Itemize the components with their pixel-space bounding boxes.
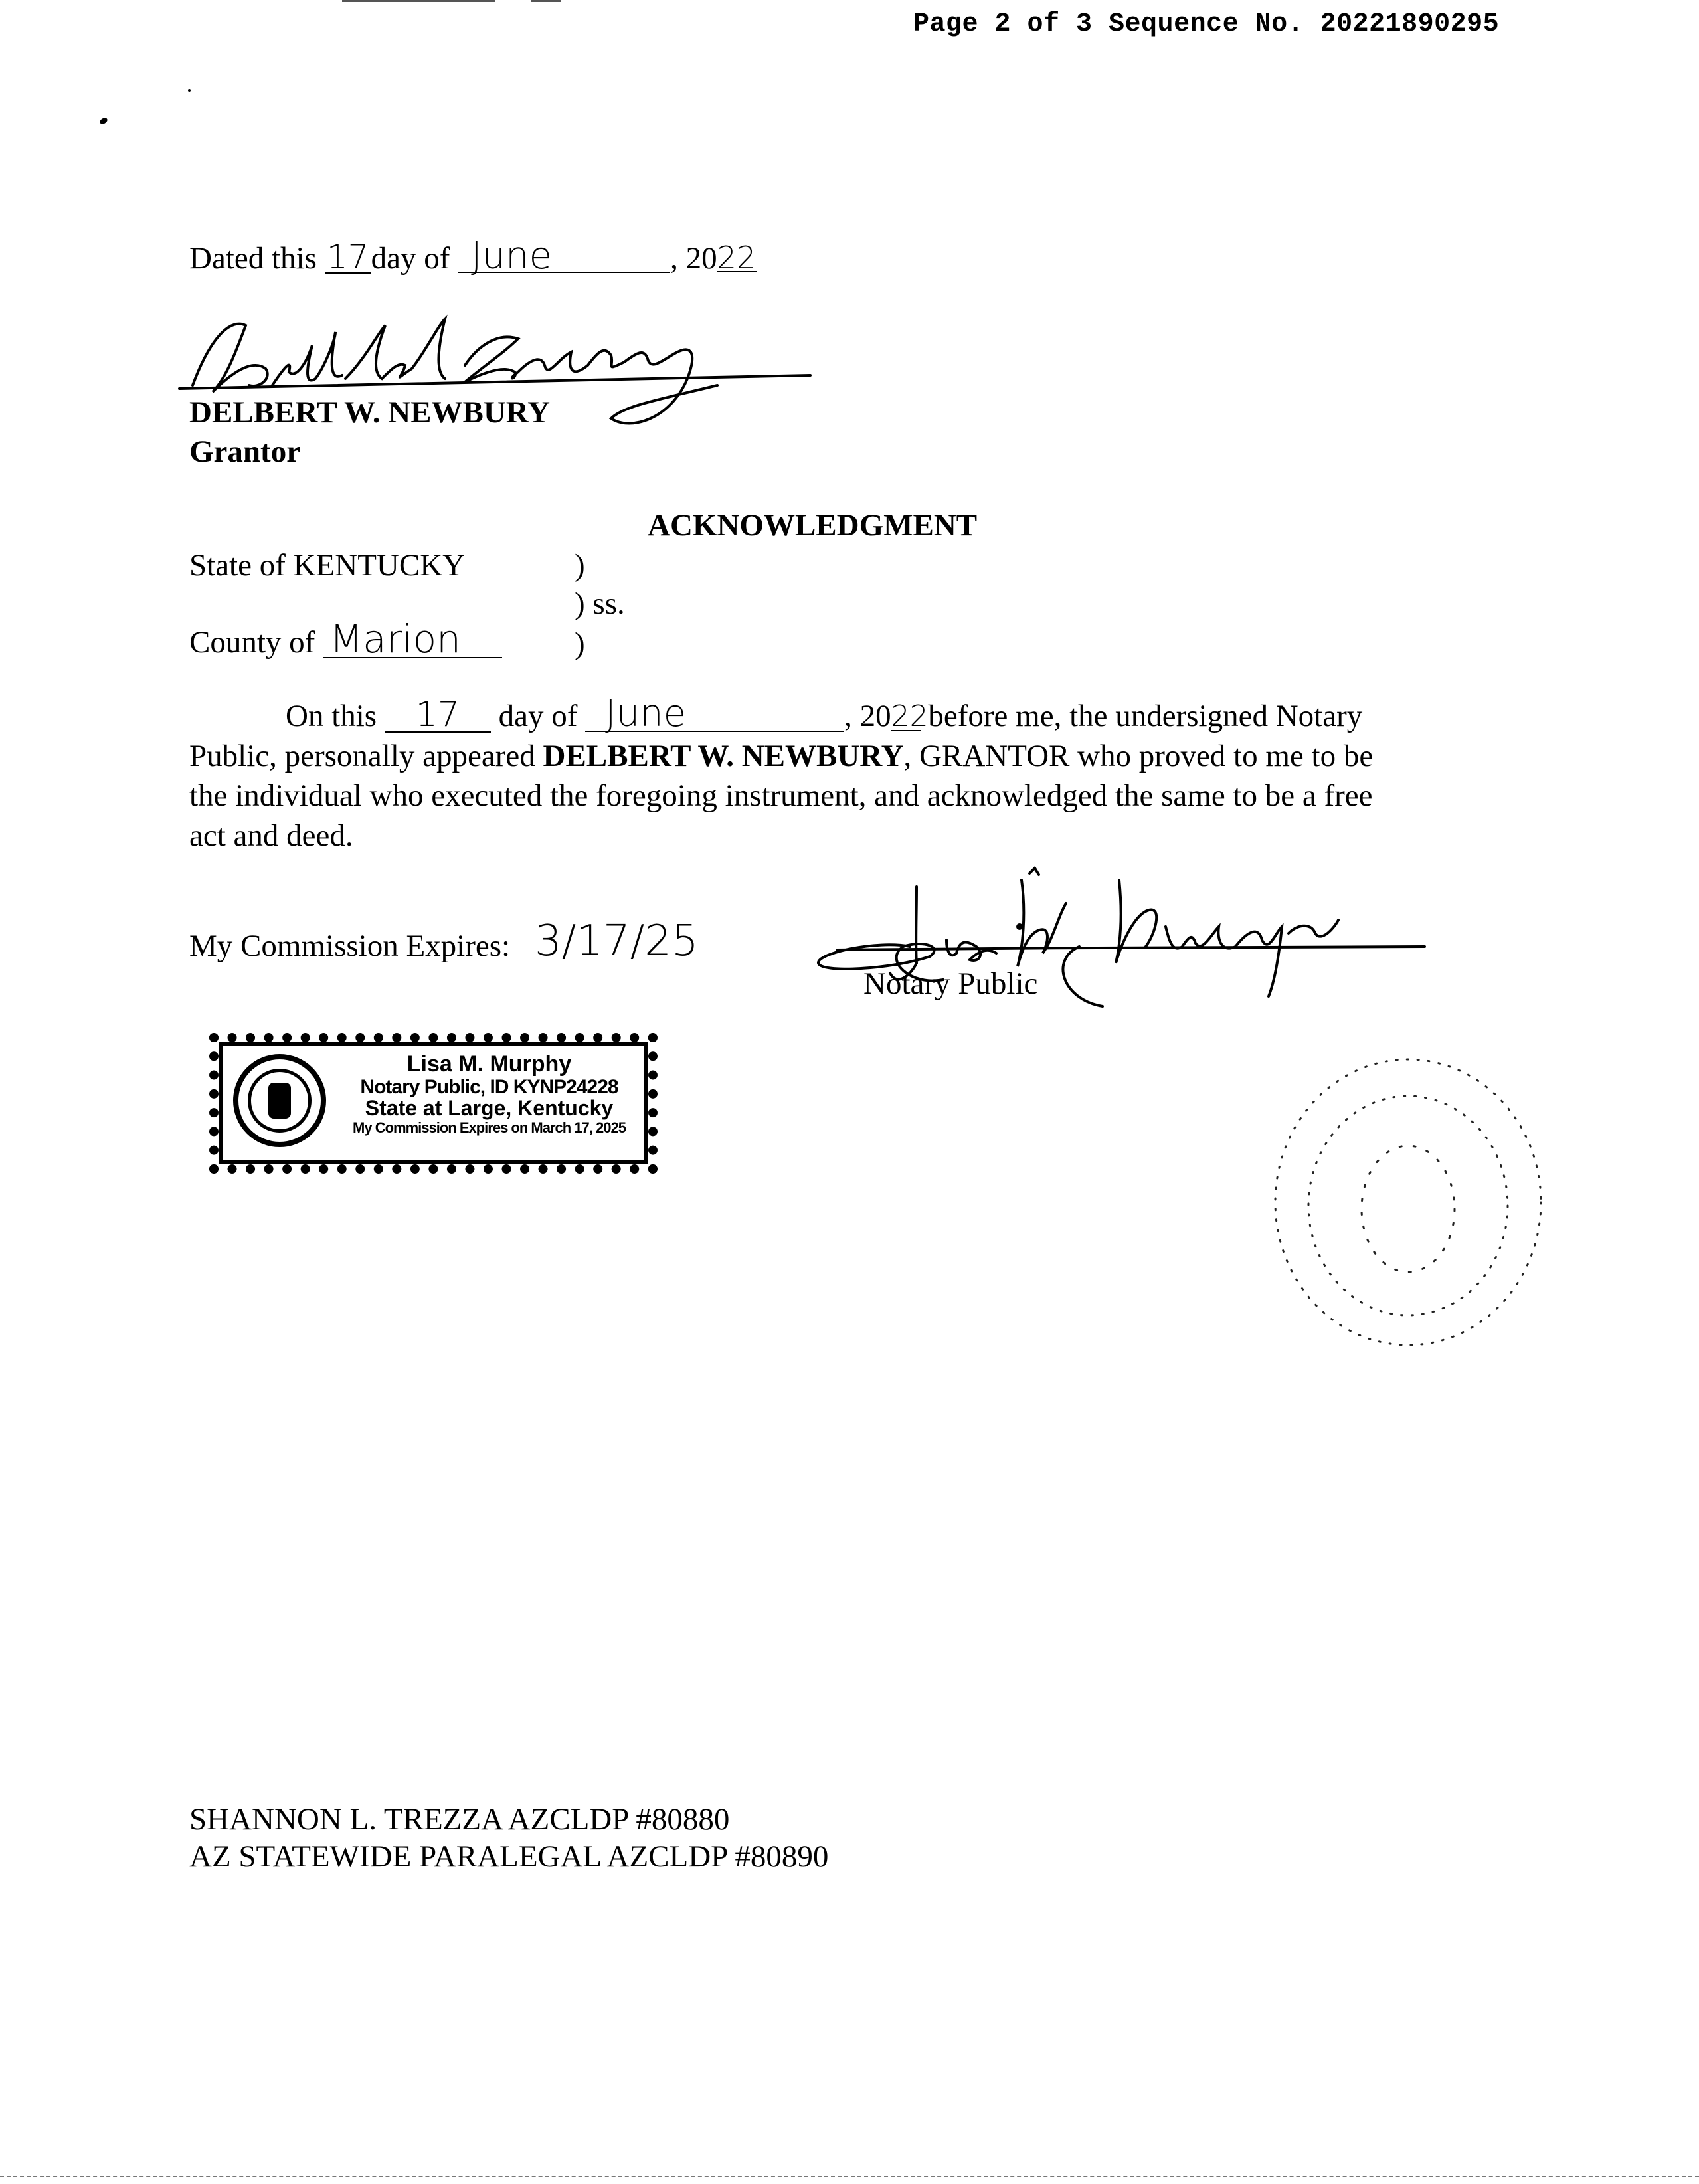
body-line-1 — [189, 692, 1438, 736]
scan-artifact-bottom — [0, 2176, 1699, 2177]
ss-label: ) ss. — [575, 587, 625, 621]
body-year-suffix: 22 — [891, 699, 929, 733]
notary-public-label: Notary Public — [863, 966, 1038, 1001]
acknowledgment-body — [189, 692, 1438, 856]
scan-artifact-top-2 — [531, 0, 561, 2]
body-day-of: day of — [498, 699, 578, 733]
dated-year-prefix: , 20 — [670, 241, 717, 276]
dated-prefix: Dated this — [189, 241, 317, 276]
state-label: State of KENTUCKY — [189, 548, 466, 583]
stamp-line-4: My Commission Expires on March 17, 2025 — [353, 1119, 626, 1136]
county-value: Marion — [323, 621, 502, 658]
preparer-line-1: SHANNON L. TREZZA AZCLDP #80880 — [189, 1802, 730, 1837]
embossed-seal — [1262, 1043, 1554, 1362]
dated-line — [189, 234, 757, 278]
acknowledgment-title: ACKNOWLEDGMENT — [648, 508, 978, 543]
stamp-line-3: State at Large, Kentucky — [365, 1096, 614, 1121]
dated-day-of: day of — [371, 241, 450, 276]
state-paren: ) — [575, 548, 585, 583]
county-paren: ) — [575, 626, 585, 661]
dated-day: 17 — [325, 242, 371, 274]
body-line-2-name: DELBERT W. NEWBURY — [543, 739, 904, 773]
body-line-3: the individual who executed the foregoing instrument, and acknowledged the same to be a free — [189, 778, 1373, 813]
body-day: 17 — [385, 698, 491, 733]
dated-month: June — [458, 241, 670, 273]
grantor-role: Grantor — [189, 434, 301, 469]
stray-dot — [188, 89, 191, 92]
county-line — [189, 616, 502, 662]
commission-date: 3/17/25 — [535, 917, 699, 966]
on-this-label: On this — [286, 699, 377, 733]
body-line-2-a: Public, personally appeared — [189, 739, 543, 773]
body-line-2-b: , GRANTOR who proved to me to be — [903, 739, 1374, 773]
body-month: June — [585, 697, 844, 732]
scan-artifact-top — [342, 0, 495, 2]
notary-stamp — [209, 1033, 658, 1174]
body-before-me: before me, the undersigned Notary — [928, 699, 1363, 733]
kentucky-seal-icon — [233, 1054, 326, 1147]
preparer-line-2: AZ STATEWIDE PARALEGAL AZCLDP #80890 — [189, 1839, 829, 1874]
stray-mark — [99, 117, 108, 126]
body-year-prefix: , 20 — [844, 699, 891, 733]
stamp-line-1: Lisa M. Murphy — [406, 1051, 572, 1077]
stamp-text — [331, 1053, 647, 1135]
body-line-4: act and deed. — [189, 818, 353, 853]
dated-year-suffix: 22 — [717, 240, 757, 276]
county-prefix: County of — [189, 625, 315, 660]
body-line-2 — [189, 736, 1438, 776]
grantor-name: DELBERT W. NEWBURY — [189, 395, 551, 430]
commission-label: My Commission Expires: — [189, 929, 511, 963]
stamp-line-2: Notary Public, ID KYNP24228 — [360, 1075, 618, 1098]
page-sequence-header: Page 2 of 3 Sequence No. 20221890295 — [913, 9, 1500, 39]
